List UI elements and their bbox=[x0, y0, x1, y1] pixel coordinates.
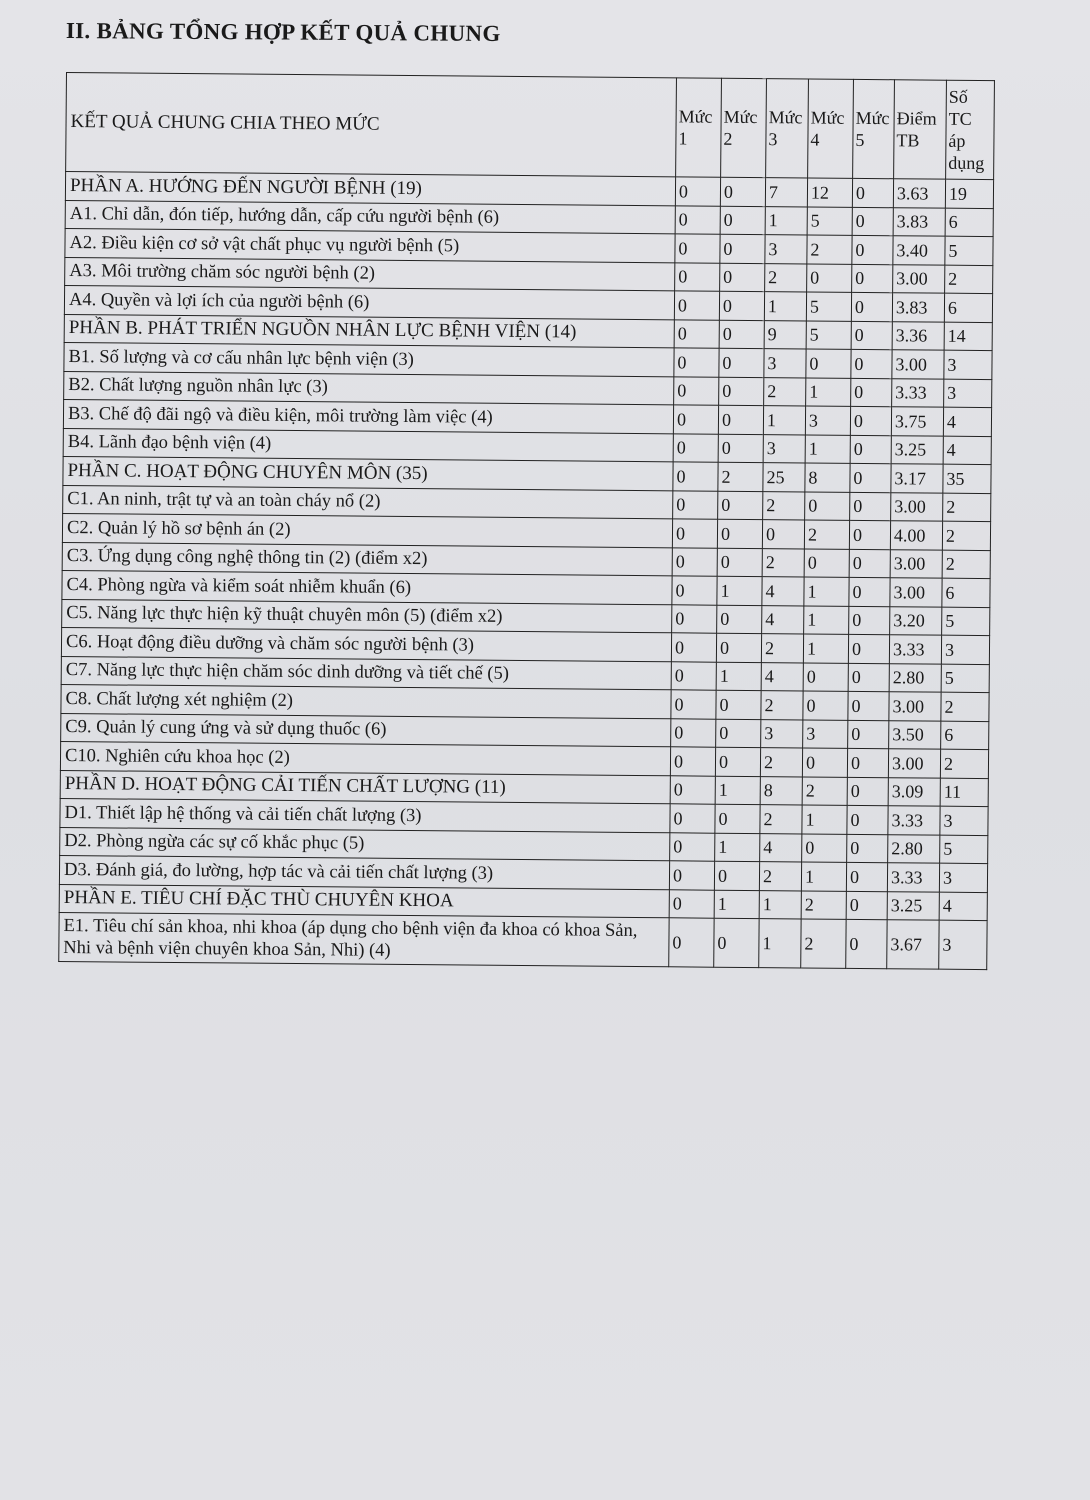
cell-diem-tb: 3.00 bbox=[891, 492, 943, 521]
cell-muc-5: 0 bbox=[848, 720, 889, 749]
cell-muc-1: 0 bbox=[669, 889, 714, 918]
cell-muc-3: 3 bbox=[761, 719, 803, 748]
cell-muc-4: 2 bbox=[807, 235, 852, 264]
cell-so-tc: 5 bbox=[945, 236, 993, 265]
cell-muc-2: 0 bbox=[720, 263, 765, 292]
cell-muc-4: 1 bbox=[802, 805, 847, 834]
cell-diem-tb: 3.00 bbox=[888, 749, 940, 778]
row-label: C2. Quản lý hồ sơ bệnh án (2) bbox=[62, 513, 672, 547]
cell-muc-3: 3 bbox=[763, 434, 805, 463]
cell-diem-tb: 3.67 bbox=[887, 920, 939, 969]
row-label: PHẦN B. PHÁT TRIỂN NGUỒN NHÂN LỰC BỆNH VIỆN (14) bbox=[64, 314, 674, 348]
cell-muc-4: 2 bbox=[801, 890, 846, 919]
cell-muc-2: 1 bbox=[715, 833, 760, 862]
cell-so-tc: 3 bbox=[944, 379, 992, 408]
cell-diem-tb: 3.09 bbox=[888, 777, 940, 806]
row-label: B1. Số lượng và cơ cấu nhân lực bệnh viện (3) bbox=[64, 342, 674, 376]
cell-muc-4: 5 bbox=[806, 292, 851, 321]
cell-diem-tb: 3.17 bbox=[891, 464, 943, 493]
cell-muc-5: 0 bbox=[850, 406, 891, 435]
table-row bbox=[59, 912, 987, 969]
cell-muc-3: 9 bbox=[764, 320, 806, 349]
cell-muc-4: 1 bbox=[805, 434, 850, 463]
cell-muc-4: 2 bbox=[802, 776, 847, 805]
cell-diem-tb: 3.33 bbox=[888, 806, 940, 835]
cell-muc-1: 0 bbox=[671, 690, 716, 719]
cell-muc-2: 1 bbox=[716, 662, 761, 691]
cell-muc-2: 0 bbox=[717, 548, 762, 577]
cell-muc-1: 0 bbox=[669, 861, 714, 890]
cell-diem-tb: 3.63 bbox=[893, 179, 945, 208]
cell-muc-5: 0 bbox=[850, 492, 891, 521]
cell-muc-3: 2 bbox=[765, 263, 807, 292]
cell-diem-tb: 3.33 bbox=[887, 863, 939, 892]
cell-muc-1: 0 bbox=[671, 718, 716, 747]
cell-diem-tb: 2.80 bbox=[889, 663, 941, 692]
cell-muc-1: 0 bbox=[672, 519, 717, 548]
cell-muc-3: 7 bbox=[765, 178, 807, 207]
cell-diem-tb: 3.83 bbox=[892, 293, 944, 322]
cell-muc-1: 0 bbox=[675, 205, 720, 234]
cell-muc-1: 0 bbox=[674, 319, 719, 348]
cell-muc-5: 0 bbox=[849, 606, 890, 635]
cell-so-tc: 6 bbox=[942, 578, 990, 607]
row-label: B3. Chế độ đãi ngộ và điều kiện, môi trường làm việc (4) bbox=[63, 399, 673, 433]
cell-muc-1: 0 bbox=[672, 604, 717, 633]
cell-muc-5: 0 bbox=[852, 264, 893, 293]
cell-muc-5: 0 bbox=[851, 378, 892, 407]
cell-muc-1: 0 bbox=[670, 832, 715, 861]
cell-muc-2: 1 bbox=[717, 576, 762, 605]
cell-muc-1: 0 bbox=[673, 490, 718, 519]
cell-so-tc: 5 bbox=[942, 607, 990, 636]
cell-muc-2: 0 bbox=[715, 747, 760, 776]
cell-muc-5: 0 bbox=[848, 691, 889, 720]
cell-muc-2: 1 bbox=[715, 776, 760, 805]
cell-diem-tb: 3.00 bbox=[890, 549, 942, 578]
cell-muc-4: 8 bbox=[805, 463, 850, 492]
cell-so-tc: 3 bbox=[939, 920, 987, 969]
cell-muc-1: 0 bbox=[669, 918, 714, 967]
cell-muc-1: 0 bbox=[670, 747, 715, 776]
cell-diem-tb: 3.83 bbox=[893, 207, 945, 236]
cell-so-tc: 14 bbox=[944, 322, 992, 351]
cell-so-tc: 3 bbox=[941, 635, 989, 664]
cell-muc-2: 0 bbox=[718, 405, 763, 434]
cell-muc-4: 1 bbox=[804, 577, 849, 606]
row-label: C9. Quản lý cung ứng và sử dụng thuốc (6) bbox=[61, 713, 671, 747]
row-label: C1. An ninh, trật tự và an toàn cháy nổ (2) bbox=[63, 485, 673, 519]
cell-so-tc: 3 bbox=[940, 806, 988, 835]
row-label: A3. Môi trường chăm sóc người bệnh (2) bbox=[65, 257, 675, 291]
row-label: D3. Đánh giá, đo lường, hợp tác và cải tiến chất lượng (3) bbox=[59, 855, 669, 889]
cell-muc-1: 0 bbox=[673, 405, 718, 434]
cell-muc-4: 0 bbox=[806, 349, 851, 378]
cell-muc-1: 0 bbox=[673, 433, 718, 462]
cell-so-tc: 19 bbox=[945, 179, 993, 208]
cell-diem-tb: 3.00 bbox=[892, 350, 944, 379]
row-label: A4. Quyền và lợi ích của người bệnh (6) bbox=[64, 285, 674, 319]
cell-muc-1: 0 bbox=[672, 576, 717, 605]
cell-muc-2: 0 bbox=[714, 861, 759, 890]
cell-so-tc: 4 bbox=[943, 407, 991, 436]
cell-diem-tb: 3.00 bbox=[893, 264, 945, 293]
row-label: A2. Điều kiện cơ sở vật chất phục vụ người bệnh (5) bbox=[65, 228, 675, 262]
cell-muc-2: 0 bbox=[719, 291, 764, 320]
cell-muc-2: 0 bbox=[716, 690, 761, 719]
cell-so-tc: 5 bbox=[940, 835, 988, 864]
cell-muc-3: 3 bbox=[765, 235, 807, 264]
cell-so-tc: 6 bbox=[944, 293, 992, 322]
cell-muc-5: 0 bbox=[848, 663, 889, 692]
row-label: D2. Phòng ngừa các sự cố khắc phục (5) bbox=[60, 827, 670, 861]
cell-so-tc: 11 bbox=[940, 778, 988, 807]
cell-muc-2: 0 bbox=[714, 918, 759, 967]
cell-diem-tb: 3.20 bbox=[890, 606, 942, 635]
cell-muc-4: 0 bbox=[802, 833, 847, 862]
cell-muc-5: 0 bbox=[846, 862, 887, 891]
cell-muc-2: 0 bbox=[716, 633, 761, 662]
cell-muc-5: 0 bbox=[851, 321, 892, 350]
cell-muc-5: 0 bbox=[851, 292, 892, 321]
cell-muc-2: 0 bbox=[719, 348, 764, 377]
header-muc-3: Mức 3 bbox=[766, 79, 809, 178]
table-header-row bbox=[66, 73, 995, 180]
header-muc-2: Mức 2 bbox=[721, 78, 767, 177]
cell-muc-4: 5 bbox=[807, 206, 852, 235]
cell-muc-2: 0 bbox=[718, 434, 763, 463]
cell-muc-3: 4 bbox=[762, 605, 804, 634]
cell-muc-2: 0 bbox=[720, 177, 765, 206]
row-label: C10. Nghiên cứu khoa học (2) bbox=[60, 741, 670, 775]
cell-diem-tb: 3.40 bbox=[893, 236, 945, 265]
cell-muc-2: 0 bbox=[717, 519, 762, 548]
cell-muc-4: 2 bbox=[801, 919, 846, 968]
cell-muc-3: 25 bbox=[763, 463, 805, 492]
cell-muc-3: 2 bbox=[762, 548, 804, 577]
cell-muc-3: 1 bbox=[759, 919, 801, 968]
cell-muc-4: 3 bbox=[803, 719, 848, 748]
cell-diem-tb: 3.25 bbox=[887, 891, 939, 920]
row-label: A1. Chỉ dẫn, đón tiếp, hướng dẫn, cấp cứu người bệnh (6) bbox=[65, 200, 675, 234]
cell-so-tc: 5 bbox=[941, 664, 989, 693]
cell-diem-tb: 3.00 bbox=[889, 692, 941, 721]
cell-muc-2: 0 bbox=[715, 804, 760, 833]
cell-so-tc: 6 bbox=[941, 721, 989, 750]
header-label: KẾT QUẢ CHUNG CHIA THEO MỨC bbox=[66, 73, 677, 177]
row-label: B4. Lãnh đạo bệnh viện (4) bbox=[63, 428, 673, 462]
cell-so-tc: 6 bbox=[945, 208, 993, 237]
cell-muc-5: 0 bbox=[847, 805, 888, 834]
cell-muc-5: 0 bbox=[848, 634, 889, 663]
row-label: C7. Năng lực thực hiện chăm sóc dinh dưỡng và tiết chế (5) bbox=[61, 656, 671, 690]
row-label: D1. Thiết lập hệ thống và cải tiến chất lượng (3) bbox=[60, 798, 670, 832]
cell-muc-3: 1 bbox=[759, 890, 801, 919]
cell-so-tc: 4 bbox=[943, 436, 991, 465]
cell-muc-4: 0 bbox=[805, 491, 850, 520]
cell-muc-3: 2 bbox=[760, 805, 802, 834]
cell-diem-tb: 2.80 bbox=[888, 834, 940, 863]
row-label: PHẦN D. HOẠT ĐỘNG CẢI TIẾN CHẤT LƯỢNG (11) bbox=[60, 770, 670, 804]
cell-muc-4: 0 bbox=[807, 263, 852, 292]
header-muc-4: Mức 4 bbox=[808, 79, 854, 178]
cell-diem-tb: 3.36 bbox=[892, 321, 944, 350]
cell-muc-3: 2 bbox=[759, 862, 801, 891]
cell-muc-1: 0 bbox=[671, 633, 716, 662]
cell-so-tc: 2 bbox=[940, 749, 988, 778]
row-label: C5. Năng lực thực hiện kỹ thuật chuyên môn (5) (điểm x2) bbox=[62, 599, 672, 633]
cell-muc-3: 2 bbox=[760, 748, 802, 777]
cell-diem-tb: 3.75 bbox=[891, 407, 943, 436]
cell-muc-1: 0 bbox=[674, 348, 719, 377]
cell-muc-4: 3 bbox=[805, 406, 850, 435]
cell-muc-5: 0 bbox=[850, 435, 891, 464]
cell-muc-5: 0 bbox=[852, 178, 893, 207]
cell-muc-4: 12 bbox=[807, 178, 852, 207]
row-label: B2. Chất lượng nguồn nhân lực (3) bbox=[64, 371, 674, 405]
cell-muc-1: 0 bbox=[670, 775, 715, 804]
cell-muc-4: 5 bbox=[806, 320, 851, 349]
cell-muc-5: 0 bbox=[847, 748, 888, 777]
cell-muc-4: 0 bbox=[803, 662, 848, 691]
cell-muc-4: 1 bbox=[804, 605, 849, 634]
cell-muc-3: 4 bbox=[761, 662, 803, 691]
cell-muc-2: 0 bbox=[719, 320, 764, 349]
cell-muc-3: 8 bbox=[760, 776, 802, 805]
cell-muc-3: 1 bbox=[765, 206, 807, 235]
cell-muc-5: 0 bbox=[849, 549, 890, 578]
cell-muc-1: 0 bbox=[674, 291, 719, 320]
cell-muc-3: 1 bbox=[764, 292, 806, 321]
cell-muc-5: 0 bbox=[852, 235, 893, 264]
cell-diem-tb: 3.25 bbox=[891, 435, 943, 464]
cell-so-tc: 4 bbox=[939, 892, 987, 921]
cell-diem-tb: 3.33 bbox=[889, 635, 941, 664]
header-muc-1: Mức 1 bbox=[676, 78, 722, 177]
cell-muc-4: 0 bbox=[802, 748, 847, 777]
header-muc-5: Mức 5 bbox=[853, 79, 895, 178]
table-body bbox=[59, 172, 994, 970]
cell-diem-tb: 4.00 bbox=[890, 521, 942, 550]
page-title: II. BẢNG TỔNG HỢP KẾT QUẢ CHUNG bbox=[65, 18, 501, 47]
cell-muc-1: 0 bbox=[674, 376, 719, 405]
row-label: PHẦN A. HƯỚNG ĐẾN NGƯỜI BỆNH (19) bbox=[65, 172, 675, 206]
cell-muc-3: 0 bbox=[762, 520, 804, 549]
cell-muc-1: 0 bbox=[675, 177, 720, 206]
cell-so-tc: 35 bbox=[943, 464, 991, 493]
cell-muc-5: 0 bbox=[846, 891, 887, 920]
row-label: E1. Tiêu chí sản khoa, nhi khoa (áp dụng cho bệnh viện đa khoa có khoa Sản, Nhi và bệnh viện chuyên khoa Sản, Nhi) (4) bbox=[59, 912, 669, 966]
cell-muc-1: 0 bbox=[673, 462, 718, 491]
cell-diem-tb: 3.50 bbox=[889, 720, 941, 749]
cell-muc-5: 0 bbox=[852, 207, 893, 236]
cell-muc-4: 2 bbox=[804, 520, 849, 549]
row-label: C8. Chất lượng xét nghiệm (2) bbox=[61, 684, 671, 718]
cell-diem-tb: 3.33 bbox=[892, 378, 944, 407]
cell-muc-1: 0 bbox=[671, 661, 716, 690]
cell-muc-2: 0 bbox=[720, 206, 765, 235]
cell-muc-1: 0 bbox=[675, 234, 720, 263]
cell-so-tc: 2 bbox=[943, 493, 991, 522]
cell-muc-5: 0 bbox=[849, 520, 890, 549]
cell-muc-3: 4 bbox=[760, 833, 802, 862]
cell-muc-3: 2 bbox=[764, 377, 806, 406]
cell-muc-3: 2 bbox=[761, 691, 803, 720]
cell-so-tc: 2 bbox=[942, 521, 990, 550]
cell-muc-4: 1 bbox=[806, 377, 851, 406]
cell-so-tc: 3 bbox=[939, 863, 987, 892]
summary-table bbox=[58, 72, 995, 970]
cell-muc-2: 0 bbox=[718, 491, 763, 520]
header-so-tc: Số TC áp dụng bbox=[946, 80, 995, 179]
cell-muc-3: 3 bbox=[764, 349, 806, 378]
row-label: C3. Ứng dụng công nghệ thông tin (2) (điểm x2) bbox=[62, 542, 672, 576]
row-label: PHẦN C. HOẠT ĐỘNG CHUYÊN MÔN (35) bbox=[63, 456, 673, 490]
header-diem-tb: Điểm TB bbox=[894, 80, 947, 179]
cell-muc-3: 2 bbox=[763, 491, 805, 520]
cell-muc-5: 0 bbox=[847, 834, 888, 863]
cell-muc-5: 0 bbox=[846, 919, 887, 968]
cell-muc-4: 1 bbox=[803, 634, 848, 663]
cell-muc-5: 0 bbox=[849, 577, 890, 606]
cell-muc-3: 2 bbox=[761, 634, 803, 663]
summary-table-container bbox=[58, 72, 995, 970]
cell-muc-1: 0 bbox=[672, 547, 717, 576]
cell-so-tc: 2 bbox=[945, 265, 993, 294]
cell-diem-tb: 3.00 bbox=[890, 578, 942, 607]
cell-muc-4: 0 bbox=[803, 691, 848, 720]
cell-muc-2: 0 bbox=[717, 605, 762, 634]
cell-muc-5: 0 bbox=[851, 349, 892, 378]
cell-muc-3: 1 bbox=[763, 406, 805, 435]
row-label: C6. Hoạt động điều dưỡng và chăm sóc người bệnh (3) bbox=[61, 627, 671, 661]
row-label: PHẦN E. TIÊU CHÍ ĐẶC THÙ CHUYÊN KHOA bbox=[59, 884, 669, 918]
cell-so-tc: 2 bbox=[941, 692, 989, 721]
cell-muc-5: 0 bbox=[850, 463, 891, 492]
cell-muc-3: 4 bbox=[762, 577, 804, 606]
cell-muc-5: 0 bbox=[847, 777, 888, 806]
cell-muc-4: 1 bbox=[801, 862, 846, 891]
cell-muc-1: 0 bbox=[670, 804, 715, 833]
cell-muc-2: 0 bbox=[720, 234, 765, 263]
cell-muc-2: 1 bbox=[714, 890, 759, 919]
cell-so-tc: 3 bbox=[944, 350, 992, 379]
cell-muc-2: 0 bbox=[719, 377, 764, 406]
cell-so-tc: 2 bbox=[942, 550, 990, 579]
cell-muc-2: 0 bbox=[716, 719, 761, 748]
cell-muc-4: 0 bbox=[804, 548, 849, 577]
cell-muc-2: 2 bbox=[718, 462, 763, 491]
cell-muc-1: 0 bbox=[675, 262, 720, 291]
row-label: C4. Phòng ngừa và kiểm soát nhiễm khuẩn (6) bbox=[62, 570, 672, 604]
